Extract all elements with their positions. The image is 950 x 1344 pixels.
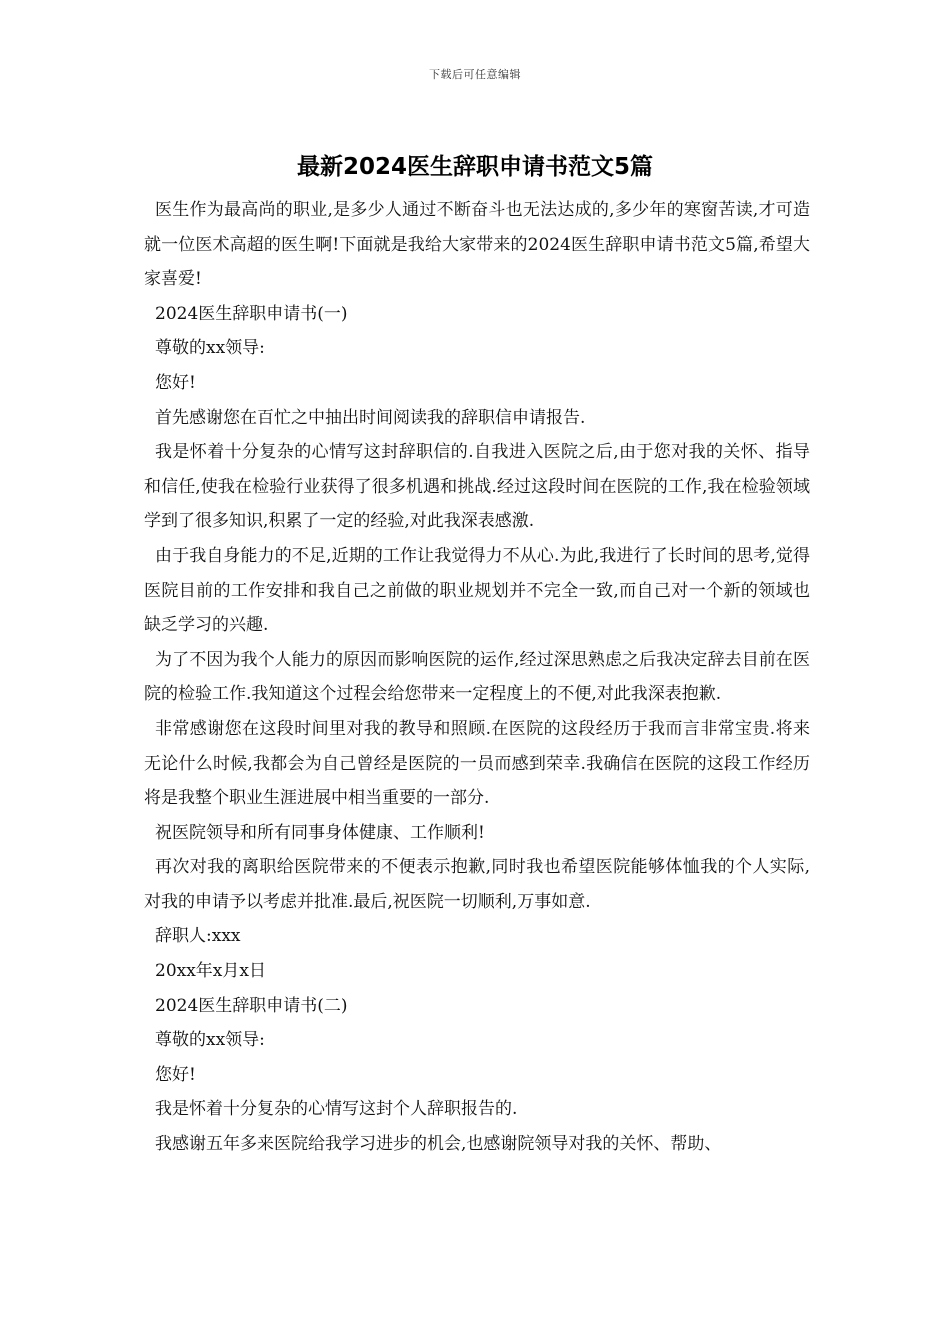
greeting: 您好! <box>155 1064 196 1085</box>
document-title: 最新2024医生辞职申请书范文5篇 <box>296 154 654 180</box>
paragraph: 祝医院领导和所有同事身体健康、工作顺利! <box>155 822 485 843</box>
salutation: 尊敬的xx领导: <box>155 1030 265 1051</box>
paragraph: 我感谢五年多来医院给我学习进步的机会,也感谢院领导对我的关怀、帮助、 <box>155 1134 722 1155</box>
document-body <box>144 193 810 1162</box>
page-header-note: 下载后可任意编辑 <box>429 68 521 81</box>
paragraph: 我是怀着十分复杂的心情写这封辞职信的.自我进入医院之后,由于您对我的关怀、指导和信任,使我在检验行业获得了很多机遇和挑战.经过这段时间在医院的工作,我在检验领域学到了很多知识,积累了一定的经验,对此我深表感激. <box>144 442 810 532</box>
section-heading-2: 2024医生辞职申请书(二) <box>155 995 348 1016</box>
paragraph: 我是怀着十分复杂的心情写这封个人辞职报告的. <box>155 1099 518 1120</box>
paragraph: 由于我自身能力的不足,近期的工作让我觉得力不从心.为此,我进行了长时间的思考,觉得医院目前的工作安排和我自己之前做的职业规划并不完全一致,而自己对一个新的领域也缺乏学习的兴趣. <box>144 545 810 636</box>
paragraph: 再次对我的离职给医院带来的不便表示抱歉,同时我也希望医院能够体恤我的个人实际,对我的申请予以考虑并批准.最后,祝医院一切顺利,万事如意. <box>144 857 810 912</box>
salutation: 尊敬的xx领导: <box>155 338 265 359</box>
date-line: 20xx年x月x日 <box>155 961 266 982</box>
paragraph: 首先感谢您在百忙之中抽出时间阅读我的辞职信申请报告. <box>155 407 586 428</box>
paragraph-intro: 医生作为最高尚的职业,是多少人通过不断奋斗也无法达成的,多少年的寒窗苦读,才可造就一位医术高超的医生啊!下面就是我给大家带来的2024医生辞职申请书范文5篇,希望大家喜爱! <box>144 200 810 290</box>
signature-line: 辞职人:xxx <box>155 926 241 947</box>
paragraph: 为了不因为我个人能力的原因而影响医院的运作,经过深思熟虑之后我决定辞去目前在医院的检验工作.我知道这个过程会给您带来一定程度上的不便,对此我深表抱歉. <box>144 649 810 705</box>
paragraph: 非常感谢您在这段时间里对我的教导和照顾.在医院的这段经历于我而言非常宝贵.将来无论什么时候,我都会为自己曾经是医院的一员而感到荣幸.我确信在医院的这段工作经历将是我整个职业生涯进展中相当重要的一部分. <box>144 718 810 809</box>
greeting: 您好! <box>155 372 196 393</box>
section-heading-1: 2024医生辞职申请书(一) <box>155 303 348 324</box>
